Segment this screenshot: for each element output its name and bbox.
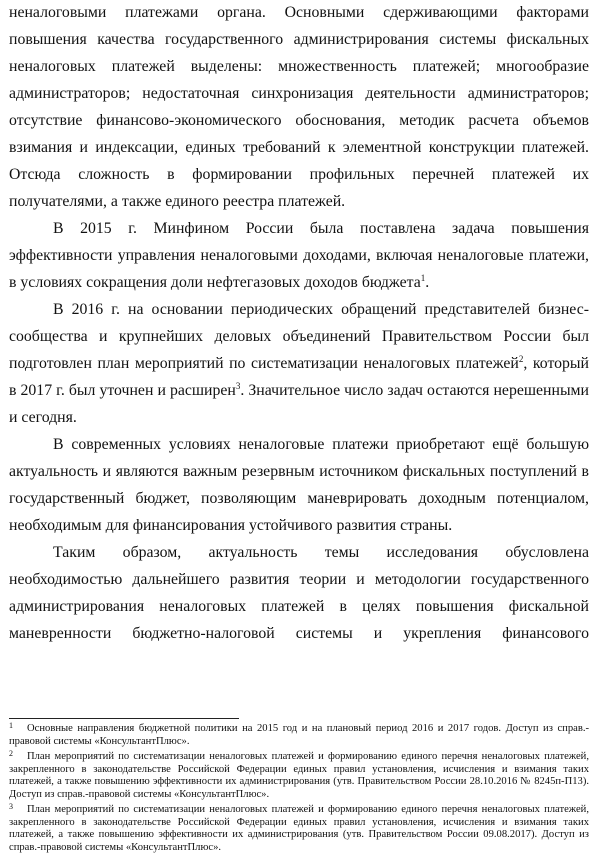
footnotes — [9, 720, 589, 854]
paragraph-1: неналоговыми платежами органа. Основными сдерживающими факторами повышения качества государственного администрирования системы фискальных неналоговых платежей выделены: множественность платежей; многообразие администраторов; недостаточная синхронизация деятельности администраторов; отсутствие финансово-экономического обоснования, методик расчета объемов взимания и индексации, единых требований к элементной конструкции платежей. Отсюда сложность в формировании профильных перечней платежей их получателями, а также единого реестра платежей. — [9, 4, 589, 210]
footnote-text: План мероприятий по систематизации неналоговых платежей и формированию единого перечня неналоговых платежей, закрепленного в законодательстве Российской Федерации единых правил установления, исчисления и взимания таких платежей, а также повышению эффективности их администрирования (утв. Правительством России 09.08.2017). Доступ из справ.-правовой системы «КонсультантПлюс». — [9, 804, 589, 853]
paragraph-2-end: . — [425, 274, 430, 291]
main-text — [9, 0, 589, 647]
footnote-number: 1 — [9, 721, 13, 730]
paragraph-3 — [9, 296, 589, 431]
paragraph-2-text: В 2015 г. Минфином России была поставлена задача повышения эффективности управления неналоговыми доходами, включая неналоговые платежи, в условиях сокращения доли нефтегазовых доходов бюджета — [9, 220, 589, 291]
paragraph-4: В современных условиях неналоговые платежи приобретают ещё большую актуальность и являются важным резервным источником фискальных поступлений в государственный бюджет, позволяющим маневрировать доходным потенциалом, необходимым для финансирования устойчивого развития страны. — [9, 436, 589, 534]
paragraph-2 — [9, 215, 589, 296]
footnote-text: Основные направления бюджетной политики на 2015 год и на плановый период 2016 и 2017 годов. Доступ из справ.-правовой системы «КонсультантПлюс». — [9, 723, 589, 747]
footnote-2 — [9, 748, 589, 801]
footnote-number: 3 — [9, 802, 13, 811]
footnote-ref-3: 3 — [235, 381, 241, 391]
footnote-number: 2 — [9, 749, 13, 758]
footnote-text: План мероприятий по систематизации неналоговых платежей и формированию единого перечня неналоговых платежей, закрепленного в законодательстве Российской Федерации единых правил установления, исчисления и взимания таких платежей, а также повышению эффективности их администрирования (утв. Правительством России 28.10.2016 № 8245п-П13). Доступ из справ.-правовой системы «КонсультантПлюс». — [9, 751, 589, 800]
footnote-ref-2: 2 — [518, 354, 524, 364]
paragraph-5: Таким образом, актуальность темы исследования обусловлена необходимостью дальнейшего развития теории и методологии государственного администрирования неналоговых платежей в целях повышения фискальной маневренности бюджетно-налоговой системы и укрепления финансового — [9, 544, 589, 642]
footnote-separator — [9, 718, 239, 719]
paragraph-3-end: . Значительное число задач остаются нерешенными и сегодня. — [9, 382, 590, 426]
footnote-1 — [9, 720, 589, 748]
paragraph-3-text: В 2016 г. на основании периодических обращений представителей бизнес-сообщества и крупнейших деловых объединений Правительством России был подготовлен план мероприятий по систематизации неналоговых платежей — [9, 301, 589, 372]
footnote-3 — [9, 801, 589, 854]
paragraph-3-mid: , который в 2017 г. был уточнен и расширен — [9, 355, 590, 399]
footnote-ref-1: 1 — [420, 273, 426, 283]
